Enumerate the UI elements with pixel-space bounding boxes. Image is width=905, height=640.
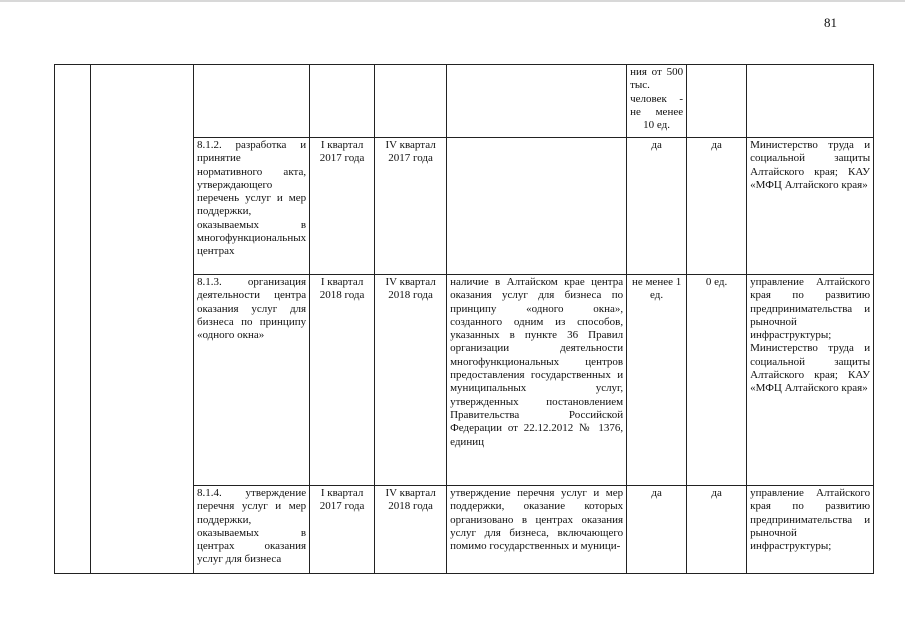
table-cell-measure: 8.1.3. организация деятельности центра оказания услуг для бизнеса по принципу «одного окна» [194, 275, 310, 486]
page-number: 81 [824, 15, 837, 30]
table-cell-number [55, 65, 91, 574]
table-cell-executor: управление Алтайского края по развитию предпринимательства и рыночной инфраструктуры; [747, 486, 874, 574]
table-cell-value: да [627, 138, 687, 275]
table-cell-value: да [627, 486, 687, 574]
table-cell-indicator [447, 138, 627, 275]
table-cell-value: не менее 1 ед. [627, 275, 687, 486]
table-cell-indicator: наличие в Алтайском крае центра оказания услуг для бизнеса по принципу «одного окна», созданного одним из способов, указанных в пункте 36 Правил организации деятельности многофункциональных центров предоставления государственных и муниципальных услуг, утвержденных постановлением Правительства Российской Федерации от 22.12.2012 № 1376, единиц [447, 275, 627, 486]
table-row [55, 65, 874, 138]
table-cell-start: I квартал 2018 года [310, 275, 375, 486]
table-cell-executor [747, 65, 874, 138]
table-cell-measure: 8.1.2. разработка и принятие нормативного акта, утверждающего перечень услуг и мер поддержки, оказываемых в многофункциональных центрах [194, 138, 310, 275]
table-cell-actual: да [687, 486, 747, 574]
table-cell-value: ния от 500 тыс. человек - не менее 10 ед. [627, 65, 687, 138]
table-cell-indicator [447, 65, 627, 138]
table-cell-end [375, 65, 447, 138]
table-cell-start: I квартал 2017 года [310, 486, 375, 574]
table-cell-end: IV квартал 2018 года [375, 275, 447, 486]
table-cell-start: I квартал 2017 года [310, 138, 375, 275]
table-cell-measure [194, 65, 310, 138]
table-cell-indicator: утверждение перечня услуг и мер поддержки, оказание которых организовано в центрах оказания услуг для бизнеса, включающего помимо государственных и муници- [447, 486, 627, 574]
table-cell-start [310, 65, 375, 138]
table-cell-actual: да [687, 138, 747, 275]
table-cell-actual [687, 65, 747, 138]
table-cell-executor: управление Алтайского края по развитию предпринимательства и рыночной инфраструктуры; Министерство труда и социальной защиты Алтайского края; КАУ «МФЦ Алтайского края» [747, 275, 874, 486]
table-cell-task [91, 65, 194, 574]
measures-table [54, 64, 874, 574]
table-cell-end: IV квартал 2018 года [375, 486, 447, 574]
table-cell-end: IV квартал 2017 года [375, 138, 447, 275]
table-cell-actual: 0 ед. [687, 275, 747, 486]
top-border-line [0, 0, 905, 2]
table-cell-measure: 8.1.4. утверждение перечня услуг и мер поддержки, оказываемых в центрах оказания услуг для бизнеса [194, 486, 310, 574]
table-cell-executor: Министерство труда и социальной защиты Алтайского края; КАУ «МФЦ Алтайского края» [747, 138, 874, 275]
